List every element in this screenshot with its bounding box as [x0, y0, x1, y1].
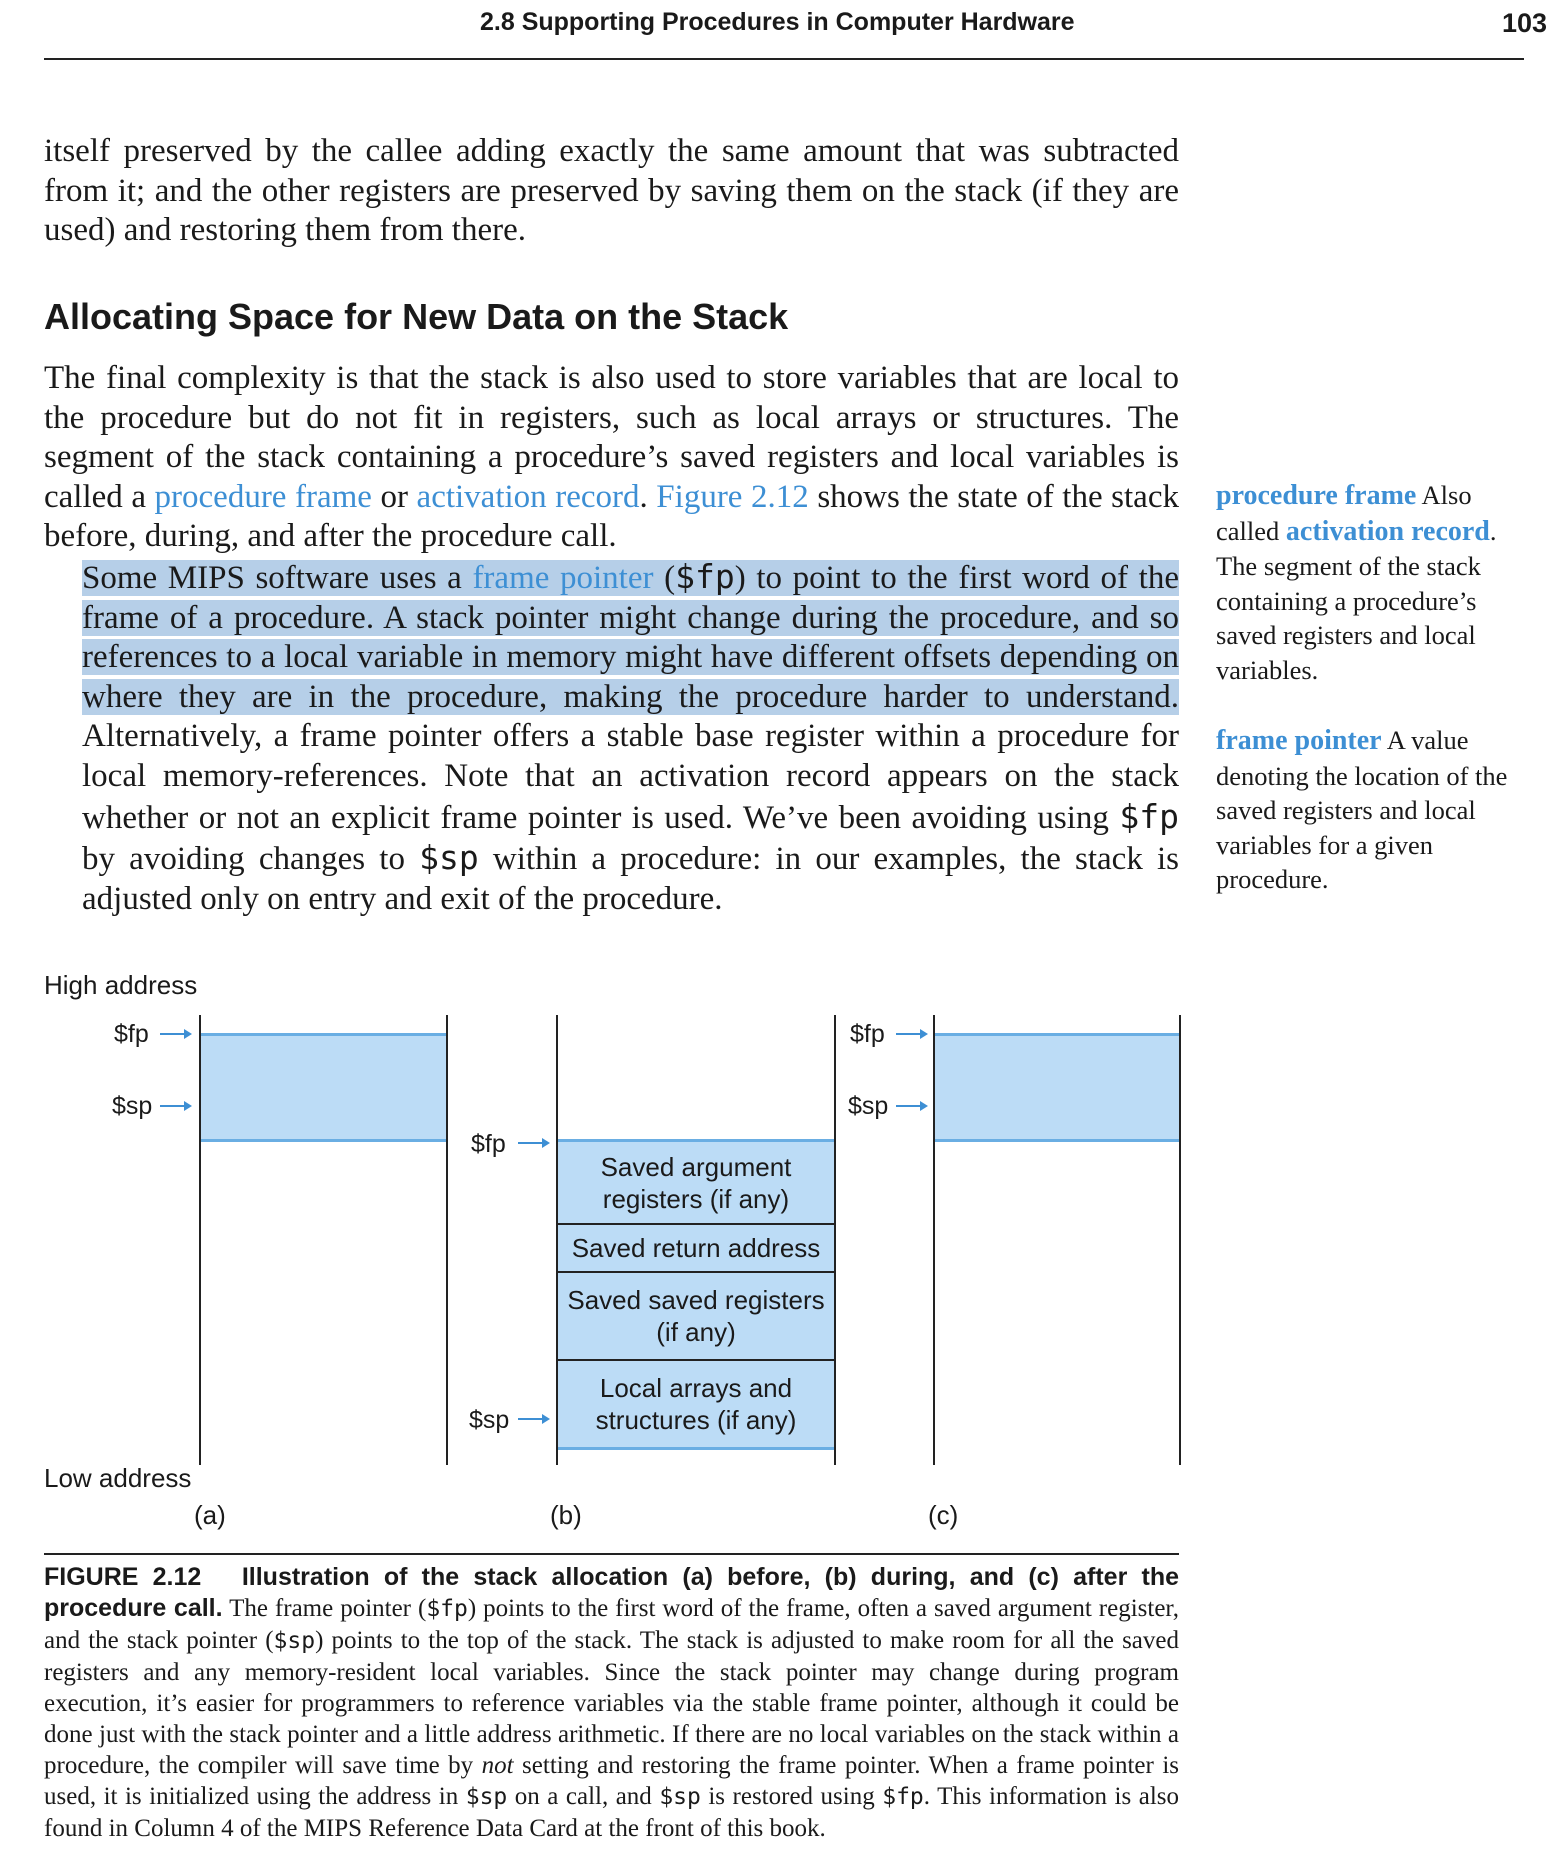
stack-c-fp-label: $fp [850, 1020, 885, 1048]
stack-c-fp-arrow [896, 1028, 928, 1040]
glossary-frame-pointer [1216, 723, 1526, 897]
text-span: The frame pointer ( [222, 1595, 427, 1622]
stack-b-fp-arrow [518, 1137, 550, 1149]
text-span: ( [653, 559, 676, 596]
stack-c-sp-arrow [896, 1100, 928, 1112]
stack-b-fp-label: $fp [471, 1130, 506, 1158]
term-activation-record[interactable]: activation record [416, 478, 640, 515]
text-span: A value denoting the location of the saved registers and local variables for a given procedure. [1216, 725, 1508, 894]
stack-c-right-edge [1179, 1015, 1181, 1465]
stack-c-sp-label: $sp [848, 1092, 889, 1120]
code-fp: $fp [882, 1784, 924, 1810]
text-span: within a procedure: in our examples, the stack is adjusted only on entry and exit of the procedure. [82, 841, 1180, 917]
highlighted-passage[interactable] [82, 556, 1179, 715]
text-span: . [639, 478, 657, 515]
page-number: 103 [1501, 8, 1547, 38]
paragraph-1 [44, 359, 1179, 557]
stack-a-right-edge [446, 1015, 448, 1465]
stack-a-sp-arrow [160, 1100, 192, 1112]
text-span: Alternatively, a frame pointer offers a stable base register within a procedure for local memory-references. Note that an activation record appears on the stack whether or not an explicit frame pointer is used. We’ve been avoiding using [82, 718, 1179, 836]
box-saved-argument-registers: Saved argument registers (if any) [558, 1142, 834, 1223]
paragraph-2 [44, 557, 1179, 919]
stack-c-sp-line [935, 1139, 1179, 1142]
stack-a-sp-line [201, 1139, 446, 1142]
text-span: on a call, and [507, 1783, 660, 1810]
text-span: ) to point to the first word of the frame of a procedure. A stack pointer might change during the procedure, and so references to a local variable in memory might have different offsets depending on where they are in the procedure, making the procedure harder to understand. [82, 559, 1179, 715]
code-sp: $sp [465, 1784, 508, 1810]
text-span: . This information is also found in Column 4 of the MIPS Reference Data Card at the front of this book. [44, 1783, 1179, 1842]
figure-caption [44, 1562, 1179, 1844]
figure-title: Illustration of the stack allocation (a) before, (b) during, and (c) after the procedure call. [44, 1563, 1179, 1622]
stack-c-fp-line [935, 1033, 1179, 1036]
box-saved-saved-registers: Saved saved registers (if any) [558, 1271, 834, 1359]
text-span: by avoiding changes to [82, 841, 420, 878]
box-saved-return-address: Saved return address [558, 1223, 834, 1271]
text-span: ) points to the first word of the frame, often a saved argument register, and the stack pointer ( [44, 1595, 1180, 1654]
stack-c-caller-frame [935, 1035, 1179, 1141]
glossary-term: procedure frame [1216, 480, 1417, 511]
subfigure-a-label: (a) [194, 1500, 226, 1530]
code-fp: $fp [426, 1596, 468, 1622]
term-procedure-frame[interactable]: procedure frame [154, 478, 372, 515]
code-fp: $fp [1119, 796, 1179, 836]
figure-id: FIGURE 2.12 [44, 1563, 202, 1591]
text-span: Some MIPS software uses a [82, 559, 473, 596]
intro-text: itself preserved by the callee adding exactly the same amount that was subtracted from it; and the other registers are preserved by saving them on the stack (if they are used) and restoring them from there. [44, 133, 1179, 249]
subfigure-b-label: (b) [550, 1500, 582, 1530]
text-span: or [371, 478, 417, 515]
subfigure-c-label: (c) [928, 1500, 959, 1530]
stack-a-caller-frame [201, 1035, 446, 1141]
stack-a-fp-label: $fp [114, 1020, 149, 1048]
low-address-label: Low address [44, 1463, 192, 1493]
term-frame-pointer[interactable]: frame pointer [472, 559, 654, 596]
stack-b-sp-arrow [518, 1413, 550, 1425]
code-fp: $fp [675, 556, 735, 596]
text-span: . The segment of the stack containing a procedure’s saved registers and local variables. [1216, 515, 1497, 685]
stack-a-fp-line [201, 1033, 446, 1036]
intro-paragraph [44, 132, 1179, 251]
code-sp: $sp [419, 838, 479, 878]
stack-b-right-edge [834, 1015, 836, 1465]
text-span: setting and restoring the frame pointer. When a frame pointer is used, it is initialized using the address in [44, 1752, 1179, 1810]
stack-b-sp-line [558, 1447, 834, 1450]
glossary-term-link[interactable]: activation record [1285, 515, 1490, 547]
section-heading: Allocating Space for New Data on the Stack [44, 296, 789, 337]
stack-allocation-figure [44, 970, 1179, 1530]
header-section-title: 2.8 Supporting Procedures in Computer Hardware [480, 8, 1075, 36]
main-text [44, 359, 1179, 919]
stack-b-sp-label: $sp [469, 1406, 510, 1434]
text-span: The final complexity is that the stack is also used to store variables that are local to the procedure but do not fit in registers, such as local arrays or structures. The segment of the stack containing a procedure’s saved registers and local variables is called a [44, 360, 1179, 515]
code-sp: $sp [273, 1628, 316, 1654]
glossary-procedure-frame [1216, 478, 1526, 687]
text-span: shows the state of the stack before, during, and after the procedure call. [44, 478, 1179, 555]
caption-rule [44, 1553, 1179, 1555]
high-address-label: High address [44, 970, 198, 1000]
text-span: ) points to the top of the stack. The stack is adjusted to make room for all the saved registers and any memory-resident local variables. Since the stack pointer may change during program execution, it’s easier for programmers to reference variables via the stable frame pointer, although it could be done just with the stack pointer and a little address arithmetic. If there are no local variables on the stack within a procedure, the compiler will save time by [44, 1627, 1179, 1779]
stack-a-fp-arrow [160, 1028, 192, 1040]
stack-a-sp-label: $sp [112, 1092, 153, 1120]
text-span: is restored using [700, 1783, 883, 1810]
text-span: Also called [1216, 480, 1472, 546]
box-local-arrays-structures: Local arrays and structures (if any) [558, 1359, 834, 1447]
emphasis: not [481, 1752, 514, 1779]
figure-reference-link[interactable]: Figure 2.12 [656, 478, 809, 515]
code-sp: $sp [659, 1784, 701, 1810]
glossary-term: frame pointer [1216, 725, 1382, 756]
